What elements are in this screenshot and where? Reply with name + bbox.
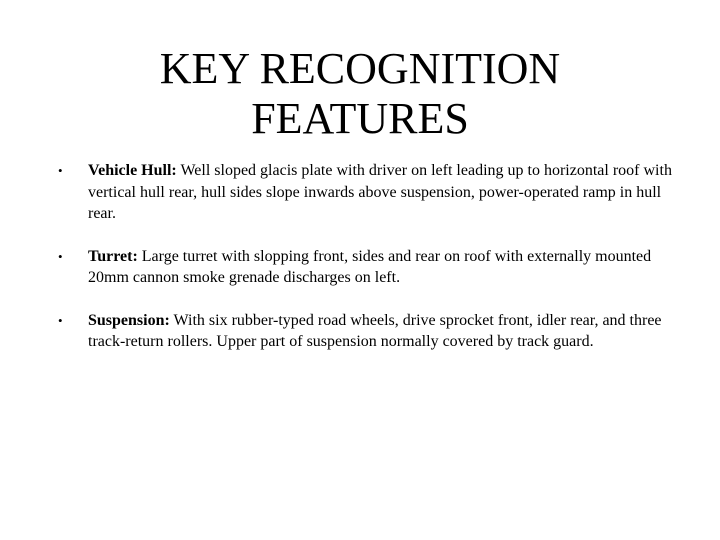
- bullet-text: Large turret with slopping front, sides and rear on roof with externally mounted 20mm cannon smoke grenade discharges on left.: [88, 247, 652, 286]
- bullet-suspension: [0, 310, 720, 353]
- bullet-icon: •: [58, 248, 63, 264]
- bullet-term: Suspension:: [88, 311, 170, 329]
- bullet-list: [0, 160, 720, 353]
- bullet-turret: [0, 246, 720, 289]
- bullet-vehicle-hull: [0, 160, 720, 225]
- bullet-term: Turret:: [88, 247, 138, 265]
- bullet-icon: •: [58, 163, 63, 178]
- bullet-term: Vehicle Hull:: [88, 162, 177, 179]
- bullet-text: Well sloped glacis plate with driver on left leading up to horizontal roof with vertical hull rear, hull sides slope inwards above suspension, power-operated ramp in hull rear.: [88, 162, 672, 222]
- title-line-1: KEY RECOGNITION: [159, 44, 561, 93]
- bullet-text: With six rubber-typed road wheels, drive sprocket front, idler rear, and three track-return rollers. Upper part of suspension normally covered by track guard.: [88, 311, 662, 350]
- title-line-2: FEATURES: [251, 94, 469, 143]
- slide-title: [0, 44, 720, 144]
- bullet-icon: •: [58, 312, 63, 328]
